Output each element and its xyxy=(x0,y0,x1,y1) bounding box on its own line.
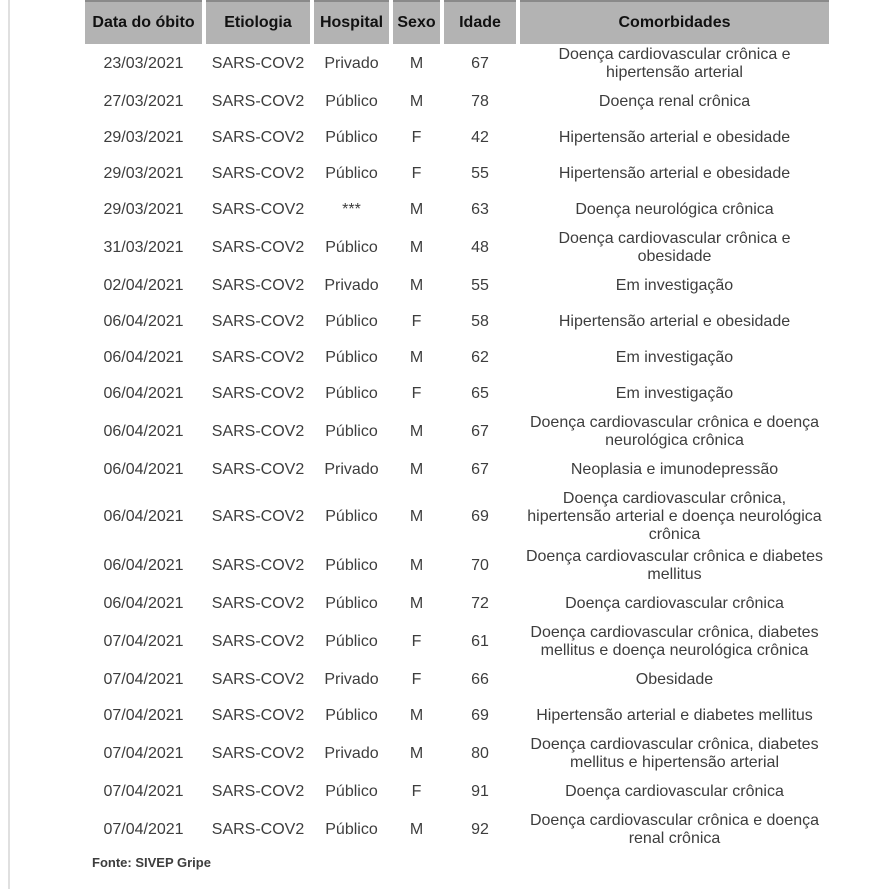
comorbidities-cell: Doença cardiovascular crônica e diabetes mellitus xyxy=(525,548,824,583)
age-cell: 48 xyxy=(471,239,489,256)
death-date-cell: 07/04/2021 xyxy=(103,821,184,838)
comorbidities-cell: Doença cardiovascular crônica xyxy=(565,595,784,612)
age-cell: 92 xyxy=(471,821,489,838)
table-row xyxy=(85,412,829,452)
sex-cell: M xyxy=(409,707,424,724)
age-cell: 69 xyxy=(471,707,489,724)
age-cell: 42 xyxy=(471,129,489,146)
table-row xyxy=(85,774,829,810)
etiology-cell: SARS-COV2 xyxy=(211,313,305,330)
sex-cell: M xyxy=(409,55,424,72)
sex-cell: M xyxy=(409,595,424,612)
hospital-cell: Público xyxy=(325,239,378,256)
table-row xyxy=(85,120,829,156)
etiology-cell: SARS-COV2 xyxy=(211,707,305,724)
hospital-cell: Público xyxy=(325,349,378,366)
etiology-cell: SARS-COV2 xyxy=(211,423,305,440)
age-cell: 66 xyxy=(471,671,489,688)
death-date-cell: 06/04/2021 xyxy=(103,349,184,366)
death-date-cell: 07/04/2021 xyxy=(103,783,184,800)
table-row xyxy=(85,622,829,662)
comorbidities-cell: Doença cardiovascular crônica e hipertensão arterial xyxy=(558,46,791,81)
comorbidities-cell: Obesidade xyxy=(635,671,714,688)
table-row xyxy=(85,734,829,774)
sex-cell: F xyxy=(411,633,422,650)
table-row xyxy=(85,84,829,120)
death-date-cell: 06/04/2021 xyxy=(103,313,184,330)
age-cell: 72 xyxy=(471,595,489,612)
death-date-cell: 06/04/2021 xyxy=(103,508,184,525)
death-date-cell: 07/04/2021 xyxy=(103,633,184,650)
etiology-cell: SARS-COV2 xyxy=(211,508,305,525)
age-cell: 63 xyxy=(471,201,489,218)
etiology-cell: SARS-COV2 xyxy=(211,201,305,218)
death-date-cell: 06/04/2021 xyxy=(103,423,184,440)
death-date-cell: 23/03/2021 xyxy=(103,55,184,72)
etiology-cell: SARS-COV2 xyxy=(211,385,305,402)
hospital-cell: Público xyxy=(325,633,378,650)
hospital-cell: Privado xyxy=(324,671,379,688)
column-header-death-date: Data do óbito xyxy=(85,0,202,44)
comorbidities-cell: Doença cardiovascular crônica xyxy=(565,783,784,800)
comorbidities-cell: Doença cardiovascular crônica e doença renal crônica xyxy=(529,812,820,847)
table-row xyxy=(85,546,829,586)
death-date-cell: 07/04/2021 xyxy=(103,671,184,688)
hospital-cell: Público xyxy=(325,129,378,146)
comorbidities-cell: Doença neurológica crônica xyxy=(575,201,774,218)
death-date-cell: 02/04/2021 xyxy=(103,277,184,294)
hospital-cell: Privado xyxy=(324,277,379,294)
age-cell: 67 xyxy=(471,461,489,478)
column-header-comorbidities: Comorbidades xyxy=(520,0,829,44)
etiology-cell: SARS-COV2 xyxy=(211,461,305,478)
age-cell: 62 xyxy=(471,349,489,366)
hospital-cell: Público xyxy=(325,821,378,838)
etiology-cell: SARS-COV2 xyxy=(211,633,305,650)
column-header-age: Idade xyxy=(444,0,516,44)
sex-cell: F xyxy=(411,165,422,182)
death-date-cell: 07/04/2021 xyxy=(103,745,184,762)
death-date-cell: 06/04/2021 xyxy=(103,595,184,612)
death-date-cell: 06/04/2021 xyxy=(103,461,184,478)
sex-cell: M xyxy=(409,239,424,256)
sex-cell: M xyxy=(409,93,424,110)
etiology-cell: SARS-COV2 xyxy=(211,349,305,366)
column-header-sex: Sexo xyxy=(393,0,440,44)
comorbidities-cell: Hipertensão arterial e obesidade xyxy=(558,165,791,182)
age-cell: 67 xyxy=(471,423,489,440)
death-date-cell: 07/04/2021 xyxy=(103,707,184,724)
hospital-cell: Público xyxy=(325,313,378,330)
age-cell: 61 xyxy=(471,633,489,650)
etiology-cell: SARS-COV2 xyxy=(211,745,305,762)
comorbidities-cell: Doença cardiovascular crônica, diabetes mellitus e doença neurológica crônica xyxy=(530,624,819,659)
hospital-cell: *** xyxy=(342,201,361,218)
etiology-cell: SARS-COV2 xyxy=(211,671,305,688)
comorbidities-cell: Em investigação xyxy=(615,349,734,366)
age-cell: 80 xyxy=(471,745,489,762)
table-row xyxy=(85,452,829,488)
comorbidities-cell: Doença cardiovascular crônica e obesidade xyxy=(558,230,791,265)
age-cell: 91 xyxy=(471,783,489,800)
etiology-cell: SARS-COV2 xyxy=(211,595,305,612)
comorbidities-cell: Hipertensão arterial e obesidade xyxy=(558,313,791,330)
table-row xyxy=(85,268,829,304)
sex-cell: M xyxy=(409,508,424,525)
hospital-cell: Público xyxy=(325,595,378,612)
table-row xyxy=(85,586,829,622)
comorbidities-cell: Em investigação xyxy=(615,277,734,294)
sex-cell: F xyxy=(411,783,422,800)
sex-cell: F xyxy=(411,385,422,402)
column-header-hospital: Hospital xyxy=(314,0,389,44)
hospital-cell: Público xyxy=(325,783,378,800)
sex-cell: M xyxy=(409,423,424,440)
sex-cell: F xyxy=(411,671,422,688)
hospital-cell: Privado xyxy=(324,745,379,762)
etiology-cell: SARS-COV2 xyxy=(211,165,305,182)
comorbidities-cell: Em investigação xyxy=(615,385,734,402)
death-date-cell: 29/03/2021 xyxy=(103,165,184,182)
comorbidities-cell: Doença cardiovascular crônica e doença neurológica crônica xyxy=(529,414,820,449)
source-note: Fonte: SIVEP Gripe xyxy=(92,855,211,870)
etiology-cell: SARS-COV2 xyxy=(211,557,305,574)
sex-cell: M xyxy=(409,277,424,294)
sex-cell: M xyxy=(409,349,424,366)
table-row xyxy=(85,340,829,376)
etiology-cell: SARS-COV2 xyxy=(211,821,305,838)
etiology-cell: SARS-COV2 xyxy=(211,55,305,72)
table-row xyxy=(85,810,829,850)
comorbidities-cell: Doença cardiovascular crônica, diabetes mellitus e hipertensão arterial xyxy=(530,736,819,771)
comorbidities-cell: Doença renal crônica xyxy=(598,93,751,110)
table-row xyxy=(85,662,829,698)
table-row xyxy=(85,192,829,228)
age-cell: 55 xyxy=(471,277,489,294)
sex-cell: M xyxy=(409,461,424,478)
hospital-cell: Privado xyxy=(324,461,379,478)
sex-cell: F xyxy=(411,313,422,330)
age-cell: 58 xyxy=(471,313,489,330)
etiology-cell: SARS-COV2 xyxy=(211,93,305,110)
death-date-cell: 06/04/2021 xyxy=(103,557,184,574)
sex-cell: M xyxy=(409,821,424,838)
table-row xyxy=(85,228,829,268)
death-date-cell: 27/03/2021 xyxy=(103,93,184,110)
age-cell: 65 xyxy=(471,385,489,402)
age-cell: 69 xyxy=(471,508,489,525)
table-row xyxy=(85,698,829,734)
age-cell: 67 xyxy=(471,55,489,72)
comorbidities-cell: Neoplasia e imunodepressão xyxy=(570,461,779,478)
column-header-etiology: Etiologia xyxy=(206,0,310,44)
table-row xyxy=(85,44,829,84)
hospital-cell: Privado xyxy=(324,55,379,72)
etiology-cell: SARS-COV2 xyxy=(211,277,305,294)
hospital-cell: Público xyxy=(325,508,378,525)
etiology-cell: SARS-COV2 xyxy=(211,783,305,800)
death-date-cell: 31/03/2021 xyxy=(103,239,184,256)
page-left-edge-line xyxy=(8,0,10,889)
hospital-cell: Público xyxy=(325,707,378,724)
sex-cell: M xyxy=(409,745,424,762)
sex-cell: M xyxy=(409,557,424,574)
sex-cell: F xyxy=(411,129,422,146)
table-row xyxy=(85,376,829,412)
table-row xyxy=(85,304,829,340)
age-cell: 70 xyxy=(471,557,489,574)
etiology-cell: SARS-COV2 xyxy=(211,239,305,256)
comorbidities-cell: Hipertensão arterial e obesidade xyxy=(558,129,791,146)
hospital-cell: Público xyxy=(325,93,378,110)
hospital-cell: Público xyxy=(325,385,378,402)
death-date-cell: 29/03/2021 xyxy=(103,129,184,146)
death-date-cell: 29/03/2021 xyxy=(103,201,184,218)
table-row xyxy=(85,156,829,192)
table-area xyxy=(81,0,833,870)
table-body xyxy=(85,44,829,850)
comorbidities-cell: Hipertensão arterial e diabetes mellitus xyxy=(536,707,813,724)
etiology-cell: SARS-COV2 xyxy=(211,129,305,146)
age-cell: 55 xyxy=(471,165,489,182)
age-cell: 78 xyxy=(471,93,489,110)
table-header-row xyxy=(85,0,829,44)
death-date-cell: 06/04/2021 xyxy=(103,385,184,402)
mortality-table xyxy=(81,0,833,850)
hospital-cell: Público xyxy=(325,165,378,182)
comorbidities-cell: Doença cardiovascular crônica, hipertensão arterial e doença neurológica crônica xyxy=(527,490,822,543)
hospital-cell: Público xyxy=(325,423,378,440)
sex-cell: M xyxy=(409,201,424,218)
table-row xyxy=(85,488,829,546)
hospital-cell: Público xyxy=(325,557,378,574)
